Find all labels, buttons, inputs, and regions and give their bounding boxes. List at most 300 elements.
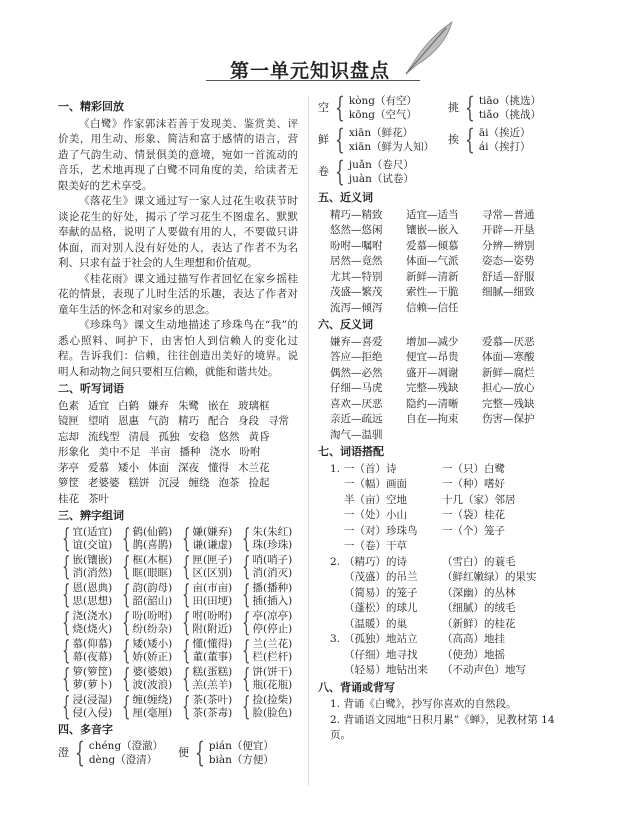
- brace-icon: {: [182, 636, 191, 666]
- dictation-word: 木兰花: [238, 461, 270, 474]
- collocation-item: （精巧）的诗: [344, 555, 407, 568]
- dictation-word: 配合: [208, 415, 229, 427]
- brace-icon: {: [182, 692, 191, 722]
- collocation-item: （不动声色）地写: [442, 664, 526, 676]
- dictation-word: 箩筐: [58, 477, 79, 489]
- char-pair-lines: [253, 582, 293, 609]
- char-pair: [118, 638, 178, 665]
- char-pair-lines: [133, 582, 173, 609]
- collocation-grid: [344, 555, 562, 633]
- brace-icon: {: [122, 580, 131, 610]
- char-pair-lines: [133, 666, 173, 693]
- char-pair: [58, 638, 118, 665]
- right-column: [318, 91, 568, 744]
- dictation-word: 精巧: [178, 415, 199, 427]
- synonym-pair: 适宜—适当: [406, 208, 459, 221]
- char-pair: [178, 638, 238, 665]
- char-distinguish-table: [58, 526, 298, 721]
- brace-icon: {: [62, 692, 71, 722]
- collocation-item: （仔细）地寻找: [344, 648, 418, 661]
- char-pair: [238, 666, 298, 693]
- dictation-word: 悠然: [218, 430, 240, 443]
- char-word: 亩(市亩): [192, 581, 233, 594]
- dictation-word: 黄昏: [248, 430, 270, 443]
- reading: chéng（澄澈）: [88, 740, 164, 752]
- synonym-pair: 爱慕—倾慕: [406, 239, 459, 252]
- dictation-word: 浇水: [209, 446, 231, 458]
- char-pair: [238, 582, 298, 609]
- char-word: 慕(仰慕): [72, 637, 113, 650]
- dictation-word: 吩咐: [239, 446, 261, 458]
- antonym-pair: 担心—放心: [482, 382, 535, 394]
- recite-item: 2. 背诵语文园地“日积月累”《蝉》，见教材第 14 页。: [330, 713, 555, 741]
- char-pair: [118, 610, 178, 637]
- char-word: 亭(凉亭): [252, 609, 293, 622]
- char-pair-lines: [193, 610, 233, 637]
- dictation-word: 美中不足: [98, 446, 141, 458]
- char-word: 停(停止): [252, 623, 293, 635]
- synonym-pair: 分辨—辨别: [482, 239, 535, 252]
- dictation-word: 清晨: [128, 430, 150, 443]
- antonym-pair: 体面—寒酸: [482, 351, 535, 363]
- char-word: 浸(浸湿): [72, 693, 113, 706]
- section-heading: 二、听写词语: [58, 382, 124, 395]
- dictation-word: 身段: [238, 415, 259, 427]
- char-word: 谦(谦虚): [192, 539, 233, 551]
- polyphone-item: [448, 91, 568, 125]
- char-pair: [178, 526, 238, 553]
- char-pair-row: [58, 554, 298, 581]
- char-pair: [238, 554, 298, 581]
- char-pair: [58, 666, 118, 693]
- char-pair: [58, 610, 118, 637]
- dictation-word: 老婆婆: [88, 477, 120, 489]
- polyphone-row: [318, 155, 568, 189]
- brace-icon: {: [242, 552, 251, 582]
- synonym-pair: 舒适—舒服: [482, 270, 535, 283]
- dictation-word: 缠绕: [188, 477, 210, 489]
- char-word: 恩(恩典): [72, 581, 113, 594]
- char-pair: [178, 554, 238, 581]
- collocation-item: 半（亩）空地: [344, 493, 407, 506]
- char-pair-lines: [253, 638, 293, 665]
- antonym-pair: 完整—残缺: [482, 397, 535, 410]
- char-word: 思(思想): [72, 595, 113, 607]
- synonym-pair: 细腻—细致: [482, 286, 535, 298]
- char-pair-row: [58, 694, 298, 721]
- char-word: 消(消灭): [252, 567, 293, 579]
- char-pair-lines: [73, 666, 113, 693]
- char-pair: [238, 638, 298, 665]
- brace-icon: {: [182, 580, 191, 610]
- section-heading: 八、背诵或背写: [318, 680, 395, 694]
- reading: ái（挨打）: [478, 141, 531, 153]
- antonym-pair: 偶然—必然: [330, 366, 383, 379]
- char-word: 箩(箩筐): [72, 665, 113, 678]
- section-heading: 四、多音字: [58, 722, 113, 736]
- char-word: 区(区别): [192, 567, 233, 579]
- dictation-word: 寻常: [268, 415, 289, 427]
- antonym-pair: 喜欢—厌恶: [330, 397, 383, 410]
- char-word: 鹊(喜鹊): [132, 539, 173, 551]
- dictation-word: 爱慕: [88, 461, 109, 474]
- char-pair: [238, 526, 298, 553]
- char-word: 糕(蛋糕): [192, 665, 233, 678]
- dictation-word: 流线型: [88, 430, 120, 443]
- antonym-pair: 答应—拒绝: [330, 351, 383, 363]
- char-word: 咐(吩咐): [192, 609, 233, 622]
- char-word: 插(插入): [252, 595, 293, 607]
- section-heading: 一、精彩回放: [58, 100, 124, 113]
- collocation-item: （茂盛）的吊兰: [344, 571, 418, 583]
- antonym-pair: 爱慕—厌恶: [482, 335, 535, 348]
- synonym-pair: 寻常—普通: [482, 208, 535, 221]
- brace-icon: {: [242, 524, 251, 554]
- synonym-pair: 新鲜—清新: [406, 270, 459, 283]
- brace-icon: {: [122, 664, 131, 694]
- collocation-item: （鲜红嫩绿）的果实: [442, 571, 537, 583]
- polyphone-item: [318, 155, 438, 189]
- dictation-word: 沉浸: [158, 477, 180, 489]
- char-word: 懂(懂得): [192, 637, 233, 650]
- brace-icon: {: [182, 608, 191, 638]
- char-pair: [118, 666, 178, 693]
- dictation-word: 懂得: [208, 461, 229, 474]
- synonym-pair: 信赖—信任: [406, 301, 459, 314]
- polyphone-row: [58, 736, 298, 770]
- synonym-pair: 镶嵌—嵌入: [406, 224, 459, 236]
- char-word: 消(消然): [72, 567, 113, 579]
- paragraph: 《珍珠鸟》课文生动地描述了珍珠鸟在“我”的悉心照料、呵护下，由害怕人到信赖人的变化过程。告诉我们：信赖，往往创造出美好的境界。说明人和动物之间只要相互信赖，就能和谐共处。: [58, 319, 298, 378]
- dictation-word: 桂花: [58, 492, 79, 505]
- reading: xiān（鲜花）: [348, 127, 414, 139]
- char-word: 吩(吩咐): [132, 609, 173, 622]
- char-word: 侵(入侵): [72, 707, 113, 719]
- collocation-item: （孤独）地站立: [344, 633, 418, 645]
- char-pair-lines: [73, 638, 113, 665]
- polyphone-char: 挨: [448, 133, 459, 147]
- reading: āi（挨近）: [478, 127, 531, 139]
- brace-icon: {: [122, 692, 131, 722]
- collocation-item: 一（种）嗜好: [442, 478, 505, 490]
- dictation-word: 望哨: [88, 415, 109, 427]
- dictation-word: 玻璃框: [238, 399, 270, 412]
- polyphone-row: [318, 91, 568, 125]
- page-title: 第一单元知识盘点: [229, 60, 390, 82]
- char-word: 捡(捡柴): [252, 693, 293, 706]
- collocation-item: （深幽）的丛林: [442, 586, 516, 599]
- char-pair: [178, 582, 238, 609]
- collocation-item: （蓬松）的球儿: [344, 602, 418, 614]
- char-pair-lines: [193, 694, 233, 721]
- char-pair-lines: [133, 638, 173, 665]
- char-word: 珠(珍珠): [252, 539, 293, 551]
- char-pair-lines: [193, 638, 233, 665]
- reading: tiāo（挑选）: [478, 95, 541, 107]
- antonym-pair: 增加—减少: [406, 335, 459, 348]
- polyphone-char: 鲜: [318, 133, 329, 147]
- synonym-pair: 吩咐—嘱咐: [330, 239, 383, 252]
- section-heading: 三、辨字组词: [58, 509, 124, 522]
- brace-icon: {: [242, 636, 251, 666]
- antonym-pair: 便宜—昂贵: [406, 351, 459, 363]
- brace-icon: {: [335, 91, 345, 125]
- collocation-item: 十几（家）邻居: [442, 493, 516, 506]
- polyphone-row: [318, 123, 568, 157]
- collocation-item: （高高）地挂: [442, 633, 505, 645]
- brace-icon: {: [182, 664, 191, 694]
- collocation-item: （轻易）地钻出来: [344, 664, 428, 676]
- column-divider: [308, 96, 309, 786]
- char-word: 韵(韵母): [132, 581, 173, 594]
- char-word: 鹤(仙鹤): [132, 525, 173, 538]
- reading: biàn（方便）: [208, 754, 274, 766]
- polyphone-item: [178, 736, 298, 770]
- brace-icon: {: [62, 636, 71, 666]
- collocation-item: 一（个）笼子: [442, 524, 505, 537]
- char-word: 框(木框): [132, 553, 173, 566]
- char-word: 韶(韶山): [132, 595, 173, 607]
- char-pair-row: [58, 638, 298, 665]
- dictation-word: 捡起: [248, 477, 270, 489]
- antonym-pair: 自在—拘束: [406, 413, 459, 425]
- synonym-pair: 尤其—特别: [330, 270, 383, 283]
- synonym-pair: 精巧—精致: [330, 208, 383, 221]
- brace-icon: {: [62, 664, 71, 694]
- char-word: 匣(匣子): [192, 553, 233, 566]
- char-pair: [178, 666, 238, 693]
- antonym-list: [330, 335, 568, 444]
- polyphone-char: 便: [178, 746, 189, 760]
- char-pair-lines: [133, 554, 173, 581]
- antonym-pair: 伤害—保护: [482, 413, 535, 425]
- char-word: 眶(眼眶): [132, 567, 173, 579]
- reading: dèng（澄清）: [88, 754, 158, 766]
- char-word: 茶(茶毒): [192, 707, 233, 719]
- char-word: 厘(毫厘): [132, 707, 173, 719]
- char-pair: [118, 582, 178, 609]
- char-word: 羔(羔羊): [192, 679, 233, 691]
- char-pair-lines: [253, 694, 293, 721]
- collocation-item: （温暖）的巢: [344, 617, 407, 630]
- dictation-word: 嵌在: [208, 399, 229, 412]
- dictation-word: 镜匣: [58, 415, 79, 427]
- char-pair: [238, 610, 298, 637]
- reading: kōng（空气）: [348, 109, 417, 121]
- char-pair-row: [58, 526, 298, 553]
- brace-icon: {: [62, 524, 71, 554]
- char-word: 纷(纷杂): [132, 623, 173, 635]
- dictation-word: 矮小: [118, 461, 139, 474]
- brace-icon: {: [182, 524, 191, 554]
- char-pair-lines: [193, 666, 233, 693]
- reading: juǎn（卷尺）: [348, 159, 414, 171]
- collocation-item: （雪白）的蓑毛: [442, 555, 516, 568]
- paragraph: 《桂花雨》课文通过描写作者回忆在家乡摇桂花的情景，表现了儿时生活的乐趣，表达了作者对童年生活的怀念和对家乡的思念。: [58, 272, 298, 316]
- title-underline: [206, 80, 420, 81]
- collocation-item: （简易）的笼子: [344, 586, 418, 599]
- polyphone-char: 挑: [448, 101, 459, 115]
- char-word: 宜(适宜): [72, 525, 113, 538]
- char-pair: [58, 554, 118, 581]
- char-pair-lines: [133, 610, 173, 637]
- antonym-pair: 淘气—温驯: [330, 428, 383, 441]
- polyphone-char: 空: [318, 101, 329, 115]
- reading: kòng（有空）: [348, 95, 417, 107]
- recite-item: 1. 背诵《白鹭》，抄写你喜欢的自然段。: [330, 698, 517, 710]
- brace-icon: {: [242, 692, 251, 722]
- char-word: 朱(朱红): [252, 525, 293, 538]
- collocation-item: 一（处）小山: [344, 509, 407, 521]
- char-word: 董(董事): [192, 651, 233, 663]
- char-word: 嫌(嫌弃): [192, 525, 233, 538]
- dictation-word: 忘却: [58, 430, 79, 443]
- collocation-item: （使劲）地摇: [442, 648, 505, 661]
- brace-icon: {: [465, 123, 475, 157]
- collocation-group: [330, 462, 568, 555]
- brace-icon: {: [242, 608, 251, 638]
- char-pair-lines: [73, 694, 113, 721]
- dictation-word: 深夜: [178, 461, 199, 474]
- collocation-item: [442, 539, 552, 555]
- collocation-item: 一（卷）干草: [344, 540, 407, 552]
- collocation-item: （细腻）的绒毛: [442, 602, 516, 614]
- group-number: 2.: [330, 555, 341, 568]
- char-word: 脸(脸色): [252, 707, 293, 719]
- dictation-word: 茶叶: [88, 492, 109, 505]
- collocation-grid: [344, 632, 562, 679]
- collocation-item: 一（幅）画面: [344, 478, 407, 490]
- dictation-word: 白鹤: [118, 399, 139, 412]
- brace-icon: {: [62, 580, 71, 610]
- char-pair-lines: [73, 554, 113, 581]
- polyphone-char: 澄: [58, 746, 69, 760]
- char-word: 附(附近): [192, 623, 233, 635]
- brace-icon: {: [75, 736, 85, 770]
- char-word: 娇(娇正): [132, 651, 173, 663]
- collocation-group: [330, 555, 568, 633]
- dictation-word: 糕饼: [128, 477, 150, 489]
- char-pair: [118, 526, 178, 553]
- dictation-word: 安稳: [188, 430, 210, 443]
- reading: tiǎo（挑战）: [478, 109, 541, 121]
- char-pair: [238, 694, 298, 721]
- polyphone-item: [58, 736, 178, 770]
- char-pair-lines: [133, 526, 173, 553]
- char-pair: [178, 694, 238, 721]
- dictation-word: 气韵: [148, 415, 169, 427]
- paragraph: 《落花生》课文通过写一家人过花生收获节时谈论花生的好处，揭示了学习花生不图虚名、默默奉献的品格，说明了人要做有用的人，不要做只讲体面，而对别人没有好处的人，表达了作者不为名利、只求有益于社会的人生理想和价值观。: [58, 195, 298, 269]
- char-pair-lines: [193, 554, 233, 581]
- synonym-pair: 索性—干脆: [406, 286, 459, 298]
- char-word: 萝(萝卜): [72, 679, 113, 691]
- char-pair-lines: [253, 554, 293, 581]
- brace-icon: {: [242, 580, 251, 610]
- polyphone-item: [448, 123, 568, 157]
- polyphone-item: [318, 123, 448, 157]
- brace-icon: {: [122, 552, 131, 582]
- synonym-pair: 姿态—姿势: [482, 255, 535, 267]
- section-heading: 七、词语搭配: [318, 445, 384, 458]
- char-word: 茶(茶叶): [192, 693, 233, 706]
- synonym-list: [330, 208, 568, 317]
- dictation-word: 泡茶: [218, 477, 240, 489]
- char-word: 缠(缠绕): [132, 693, 173, 706]
- char-word: 烧(烧火): [72, 623, 113, 635]
- synonym-pair: 流泻—倾泻: [330, 301, 383, 314]
- char-pair-lines: [73, 610, 113, 637]
- char-word: 矮(矮小): [132, 637, 173, 650]
- collocation-grid: [344, 462, 552, 555]
- char-word: 浇(浇水): [72, 609, 113, 622]
- char-word: 波(波浪): [132, 679, 173, 691]
- synonym-pair: 体面—气派: [406, 255, 459, 267]
- paragraph: 《白鹭》作家郭沫若善于发现美、鉴赏美、评价美，用生动、形象、简洁和富于感情的语言，营造了气韵生动、情景俱美的意境，宛如一首流动的音乐，艺术地再现了白鹭不同角度的美，给读者无限美好的艺术享受。: [58, 117, 298, 192]
- char-pair-lines: [193, 526, 233, 553]
- dictation-word: 色素: [58, 399, 79, 412]
- brace-icon: {: [242, 664, 251, 694]
- brace-icon: {: [335, 123, 345, 157]
- char-pair: [178, 610, 238, 637]
- collocation-item: 一（只）白鹭: [442, 462, 505, 475]
- polyphone-item: [318, 91, 448, 125]
- char-word: 瓶(花瓶): [252, 679, 293, 691]
- brace-icon: {: [62, 552, 71, 582]
- char-pair-lines: [133, 694, 173, 721]
- dictation-word: 播种: [179, 446, 201, 458]
- dictation-word: 半亩: [149, 446, 171, 458]
- brace-icon: {: [122, 608, 131, 638]
- antonym-pair: 亲近—疏远: [330, 413, 383, 425]
- collocation-item: 一（袋）桂花: [442, 509, 505, 521]
- brace-icon: {: [122, 524, 131, 554]
- dictation-word: 嫌弃: [148, 399, 169, 412]
- char-word: 兰(兰花): [252, 637, 293, 650]
- synonym-pair: 开辟—开垦: [482, 224, 535, 236]
- collocation-item: 一（对）珍珠鸟: [344, 524, 418, 537]
- char-pair-lines: [253, 666, 293, 693]
- brace-icon: {: [122, 636, 131, 666]
- char-pair-lines: [253, 526, 293, 553]
- collocation-item: （新鲜）的桂花: [442, 617, 516, 630]
- group-number: 1.: [330, 462, 341, 475]
- antonym-pair: 嫌弃—喜爱: [330, 335, 383, 348]
- antonym-pair: 隐约—清晰: [406, 397, 459, 410]
- char-pair-lines: [193, 582, 233, 609]
- reading: pián（便宜）: [208, 740, 274, 752]
- char-pair-lines: [73, 582, 113, 609]
- char-word: 幕(夜幕): [72, 651, 113, 663]
- section-heading: 五、近义词: [318, 191, 373, 204]
- char-pair: [58, 526, 118, 553]
- char-word: 婆(婆娘): [132, 665, 173, 678]
- collocation-item: 一（首）诗: [344, 462, 397, 475]
- char-pair-row: [58, 582, 298, 609]
- brace-icon: {: [465, 91, 475, 125]
- char-pair: [118, 554, 178, 581]
- section-heading: 六、反义词: [318, 318, 373, 331]
- brace-icon: {: [335, 155, 345, 189]
- dictation-word: 孤独: [158, 430, 180, 443]
- dictation-word: 茅亭: [58, 461, 79, 474]
- char-pair-lines: [73, 526, 113, 553]
- dictation-word: 恩惠: [118, 415, 139, 427]
- char-pair: [58, 582, 118, 609]
- char-pair-row: [58, 666, 298, 693]
- synonym-pair: 悠然—悠闲: [330, 224, 383, 236]
- char-word: 栏(栏杆): [252, 651, 293, 663]
- char-word: 谊(交谊): [72, 539, 113, 551]
